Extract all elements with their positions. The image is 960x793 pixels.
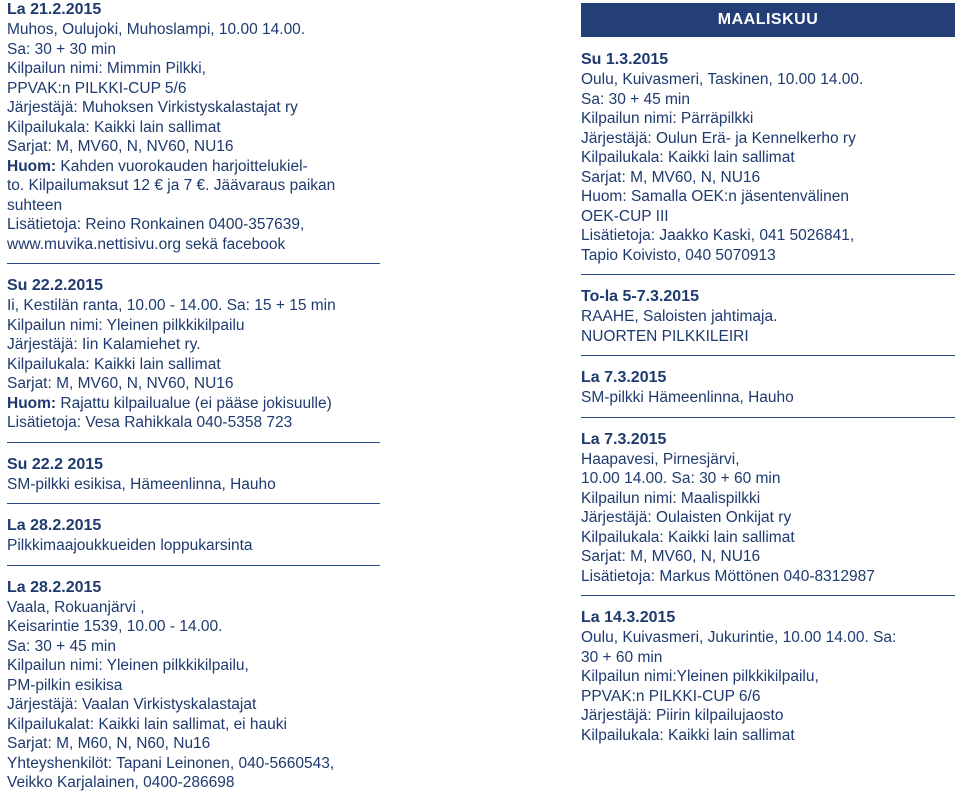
event-detail-text: PM-pilkin esikisa [7, 676, 123, 694]
event-date: La 21.2.2015 [7, 1, 102, 18]
event-detail-line [581, 706, 955, 726]
event-detail-line [7, 637, 380, 657]
event-detail-line [7, 598, 380, 618]
event-detail-text: Kilpailun nimi: Mimmin Pilkki, [7, 60, 206, 77]
event-detail-line [581, 508, 955, 528]
event-divider [7, 565, 380, 566]
event-detail-text: Keisarintie 1539, 10.00 - 14.00. [7, 618, 223, 635]
event-detail-text: Kilpailukala: Kaikki lain sallimat [7, 355, 221, 373]
event-detail-line [7, 754, 380, 774]
event-detail-line [7, 355, 380, 375]
event-detail-text: Oulu, Kuivasmeri, Taskinen, 10.00 14.00. [581, 71, 864, 88]
event-detail-line [581, 187, 955, 207]
event-detail-line [7, 374, 380, 394]
event-date: Su 1.3.2015 [581, 51, 669, 68]
event-entry [581, 368, 955, 418]
event-detail-line [7, 695, 380, 715]
event-date: Su 22.2 2015 [7, 455, 104, 473]
event-detail-line [7, 59, 380, 79]
event-detail-text: Kilpailukala: Kaikki lain sallimat [581, 726, 795, 744]
event-detail-text: Kilpailun nimi: Pärräpilkki [581, 110, 754, 127]
event-detail-line [581, 90, 955, 110]
left-column [7, 0, 380, 793]
event-divider [581, 355, 955, 356]
event-detail-line [7, 676, 380, 696]
event-detail-text: Sa: 30 + 30 min [7, 40, 116, 58]
event-detail-text: 10.00 14.00. Sa: 30 + 60 min [581, 470, 781, 487]
event-detail-line [7, 394, 380, 414]
event-detail-line [7, 536, 380, 556]
event-date: La 7.3.2015 [581, 430, 667, 448]
event-entry [7, 276, 380, 443]
event-divider [7, 503, 380, 504]
event-entry [581, 287, 955, 356]
event-detail-line [581, 226, 955, 246]
event-detail-text: Järjestäjä: Oulaisten Onkijat ry [581, 509, 792, 526]
event-detail-line [581, 246, 955, 266]
event-detail-line [581, 168, 955, 188]
event-detail-text: Kilpailun nimi: Yleinen pilkkikilpailu [7, 316, 245, 334]
note-label: Huom: [7, 157, 57, 175]
month-banner: MAALISKUU [581, 3, 955, 37]
event-detail-text: Järjestäjä: Vaalan Virkistyskalastajat [7, 696, 257, 713]
event-detail-text: Sarjat: M, MV60, N, NV60, NU16 [7, 375, 234, 392]
event-detail-line [7, 475, 380, 495]
event-date: La 14.3.2015 [581, 609, 676, 626]
right-events [581, 37, 955, 745]
event-detail-text: Järjestäjä: Piirin kilpailujaosto [581, 707, 784, 724]
event-detail-line [7, 98, 380, 118]
note-label: Huom: [7, 394, 57, 412]
event-detail-line [7, 137, 380, 157]
event-detail-line [581, 648, 955, 668]
event-divider [7, 442, 380, 443]
event-detail-line [581, 207, 955, 227]
event-detail-line [581, 489, 955, 509]
event-detail-text: to. Kilpailumaksut 12 € ja 7 €. Jäävaraus paikan [7, 177, 336, 194]
event-detail-text: Kilpailun nimi:Yleinen pilkkikilpailu, [581, 668, 819, 685]
event-detail-line [581, 726, 955, 746]
event-detail-text: Sa: 30 + 45 min [581, 90, 690, 108]
event-detail-text: Kilpailukala: Kaikki lain sallimat [581, 528, 795, 546]
event-detail-text: Oulu, Kuivasmeri, Jukurintie, 10.00 14.00. Sa: [581, 629, 897, 646]
event-detail-text: Järjestäjä: Oulun Erä- ja Kennelkerho ry [581, 129, 856, 147]
event-detail-text: Kilpailukala: Kaikki lain sallimat [7, 118, 221, 136]
event-detail-line [7, 176, 380, 196]
event-detail-line [7, 196, 380, 216]
event-detail-text: RAAHE, Saloisten jahtimaja. [581, 308, 778, 325]
event-detail-text: Lisätietoja: Markus Möttönen 040-8312987 [581, 567, 875, 585]
event-entry [7, 578, 380, 793]
event-detail-line [581, 567, 955, 587]
event-detail-line [581, 327, 955, 347]
event-detail-text: SM-pilkki esikisa, Hämeenlinna, Hauho [7, 475, 276, 493]
event-detail-line [581, 628, 955, 648]
event-detail-line [7, 235, 380, 255]
event-detail-line [581, 70, 955, 90]
event-detail-text: PPVAK:n PILKKI-CUP 5/6 [7, 79, 187, 97]
event-detail-text: Sarjat: M, M60, N, N60, Nu16 [7, 735, 211, 752]
event-entry [581, 50, 955, 275]
event-detail-text: Kahden vuorokauden harjoittelukiel- [56, 157, 308, 175]
event-detail-text: Tapio Koivisto, 040 5070913 [581, 246, 776, 264]
event-detail-text: Kilpailukala: Kaikki lain sallimat [581, 149, 795, 166]
event-detail-line [581, 469, 955, 489]
event-divider [581, 595, 955, 596]
event-detail-text: www.muvika.nettisivu.org sekä facebook [7, 235, 286, 253]
event-detail-line [581, 547, 955, 567]
event-detail-line [581, 528, 955, 548]
event-detail-line [7, 118, 380, 138]
event-detail-text: NUORTEN PILKKILEIRI [581, 327, 749, 345]
event-detail-line [581, 129, 955, 149]
event-detail-line [7, 20, 380, 40]
event-detail-line [7, 656, 380, 676]
event-detail-line [7, 316, 380, 336]
event-detail-text: Rajattu kilpailualue (ei pääse jokisuulle) [56, 394, 332, 412]
event-detail-line [7, 335, 380, 355]
event-detail-line [581, 667, 955, 687]
event-detail-text: Yhteyshenkilöt: Tapani Leinonen, 040-5660543, [7, 754, 335, 772]
event-detail-line [7, 296, 380, 316]
event-detail-text: 30 + 60 min [581, 648, 663, 666]
event-detail-line [7, 215, 380, 235]
event-detail-text: Huom: Samalla OEK:n jäsentenvälinen [581, 188, 849, 205]
event-detail-line [7, 40, 380, 60]
event-divider [581, 417, 955, 418]
event-detail-line [581, 687, 955, 707]
event-detail-text: Sarjat: M, MV60, N, NU16 [581, 168, 761, 186]
event-detail-text: Kilpailun nimi: Maalispilkki [581, 489, 761, 507]
event-detail-text: PPVAK:n PILKKI-CUP 6/6 [581, 687, 761, 705]
event-detail-line [7, 79, 380, 99]
event-detail-text: Kilpailun nimi: Yleinen pilkkikilpailu, [7, 657, 249, 674]
event-detail-text: Muhos, Oulujoki, Muhoslampi, 10.00 14.00. [7, 21, 306, 38]
event-detail-line [7, 413, 380, 433]
event-divider [581, 274, 955, 275]
event-detail-line [7, 715, 380, 735]
event-detail-text: Lisätietoja: Reino Ronkainen 0400-357639, [7, 216, 305, 233]
event-detail-line [7, 773, 380, 793]
event-detail-text: Järjestäjä: Iin Kalamiehet ry. [7, 336, 201, 353]
event-detail-text: Pilkkimaajoukkueiden loppukarsinta [7, 537, 253, 554]
event-entry [7, 0, 380, 264]
event-date: La 28.2.2015 [7, 517, 102, 534]
event-entry [581, 608, 955, 745]
event-detail-text: Sa: 30 + 45 min [7, 637, 116, 655]
event-detail-text: Kilpailukalat: Kaikki lain sallimat, ei hauki [7, 715, 287, 733]
event-detail-text: suhteen [7, 196, 63, 214]
event-divider [7, 263, 380, 264]
event-detail-text: Sarjat: M, MV60, N, NU16 [581, 548, 761, 565]
event-detail-line [581, 307, 955, 327]
event-detail-text: Lisätietoja: Jaakko Kaski, 041 5026841, [581, 227, 855, 244]
event-entry [7, 455, 380, 505]
event-date: To-la 5-7.3.2015 [581, 288, 699, 305]
event-detail-text: Järjestäjä: Muhoksen Virkistyskalastajat ry [7, 99, 298, 116]
event-detail-line [581, 148, 955, 168]
event-detail-text: Sarjat: M, MV60, N, NV60, NU16 [7, 138, 234, 155]
event-detail-line [581, 450, 955, 470]
event-detail-text: Lisätietoja: Vesa Rahikkala 040-5358 723 [7, 414, 293, 431]
event-detail-text: Haapavesi, Pirnesjärvi, [581, 450, 740, 468]
event-detail-text: Ii, Kestilän ranta, 10.00 - 14.00. Sa: 15 + 15 min [7, 297, 336, 314]
event-detail-text: Veikko Karjalainen, 0400-286698 [7, 774, 235, 791]
event-date: La 28.2.2015 [7, 578, 102, 596]
event-entry [581, 430, 955, 597]
event-detail-line [7, 157, 380, 177]
event-detail-text: Vaala, Rokuanjärvi , [7, 598, 145, 616]
event-date: Su 22.2.2015 [7, 277, 104, 294]
event-detail-line [581, 388, 955, 408]
event-date: La 7.3.2015 [581, 369, 667, 386]
event-detail-line [7, 617, 380, 637]
event-detail-line [7, 734, 380, 754]
event-entry [7, 516, 380, 566]
event-detail-line [581, 109, 955, 129]
event-detail-text: SM-pilkki Hämeenlinna, Hauho [581, 389, 794, 406]
right-column [581, 0, 955, 745]
event-detail-text: OEK-CUP III [581, 207, 669, 225]
